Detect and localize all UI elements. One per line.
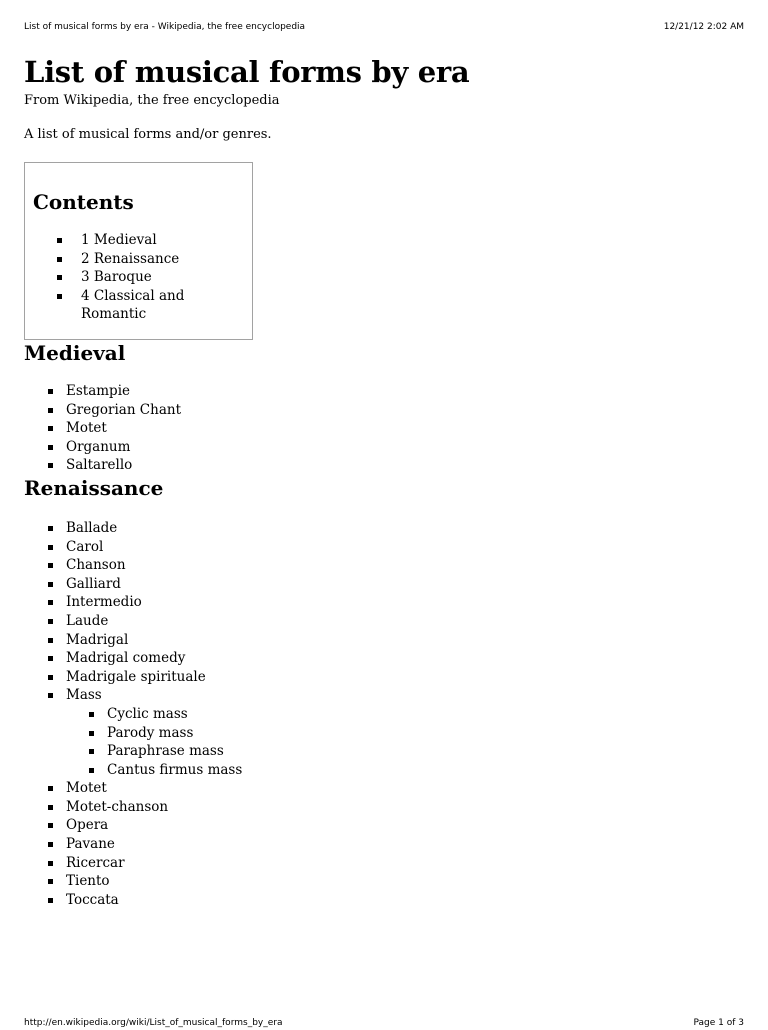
table-of-contents	[24, 162, 253, 340]
toc-item-classical-romantic[interactable]: 4 Classical and Romantic	[33, 287, 244, 324]
list-item[interactable]: Madrigal	[24, 631, 744, 650]
toc-list	[33, 231, 244, 324]
print-footer-page-number: Page 1 of 3	[693, 1018, 744, 1028]
list-item[interactable]: Pavane	[24, 835, 744, 854]
list-item[interactable]: Motet	[24, 779, 744, 798]
list-item[interactable]: Laude	[24, 612, 744, 631]
intro-paragraph: A list of musical forms and/or genres.	[24, 127, 272, 142]
list-item[interactable]: Ricercar	[24, 854, 744, 873]
section-heading-renaissance: Renaissance	[24, 475, 164, 500]
page-title: List of musical forms by era	[24, 55, 470, 89]
list-item[interactable]: Galliard	[24, 575, 744, 594]
sub-list-item[interactable]: Cyclic mass	[24, 705, 744, 724]
list-item[interactable]: Intermedio	[24, 593, 744, 612]
toc-item-medieval[interactable]: 1 Medieval	[33, 231, 244, 250]
list-item[interactable]: Gregorian Chant	[24, 401, 744, 420]
sub-list-item[interactable]: Paraphrase mass	[24, 742, 744, 761]
print-header-date: 12/21/12 2:02 AM	[663, 22, 744, 32]
sub-list-item[interactable]: Cantus firmus mass	[24, 761, 744, 780]
list-item[interactable]: Carol	[24, 538, 744, 557]
toc-item-baroque[interactable]: 3 Baroque	[33, 268, 244, 287]
list-item[interactable]: Mass	[24, 686, 744, 705]
list-item[interactable]: Chanson	[24, 556, 744, 575]
print-header-title: List of musical forms by era - Wikipedia, the free encyclopedia	[24, 22, 306, 32]
print-footer-url: http://en.wikipedia.org/wiki/List_of_musical_forms_by_era	[24, 1018, 283, 1028]
list-item[interactable]: Ballade	[24, 519, 744, 538]
sub-list-item[interactable]: Parody mass	[24, 724, 744, 743]
list-item[interactable]: Motet	[24, 419, 744, 438]
section-heading-medieval: Medieval	[24, 341, 126, 365]
list-item[interactable]: Madrigal comedy	[24, 649, 744, 668]
renaissance-list	[24, 519, 744, 705]
list-item[interactable]: Estampie	[24, 382, 744, 401]
list-item[interactable]: Motet-chanson	[24, 798, 744, 817]
print-header	[24, 20, 744, 34]
mass-sublist	[24, 705, 744, 779]
list-item[interactable]: Tiento	[24, 872, 744, 891]
renaissance-list-continued	[24, 779, 744, 909]
list-item[interactable]: Opera	[24, 816, 744, 835]
toc-heading: Contents	[33, 190, 134, 214]
site-tagline: From Wikipedia, the free encyclopedia	[24, 93, 280, 108]
list-item[interactable]: Organum	[24, 438, 744, 457]
list-item[interactable]: Madrigale spirituale	[24, 668, 744, 687]
print-footer	[24, 1016, 744, 1030]
toc-item-renaissance[interactable]: 2 Renaissance	[33, 250, 244, 269]
article-content	[24, 52, 744, 909]
medieval-list	[24, 382, 744, 475]
list-item[interactable]: Toccata	[24, 891, 744, 910]
list-item[interactable]: Saltarello	[24, 456, 744, 475]
